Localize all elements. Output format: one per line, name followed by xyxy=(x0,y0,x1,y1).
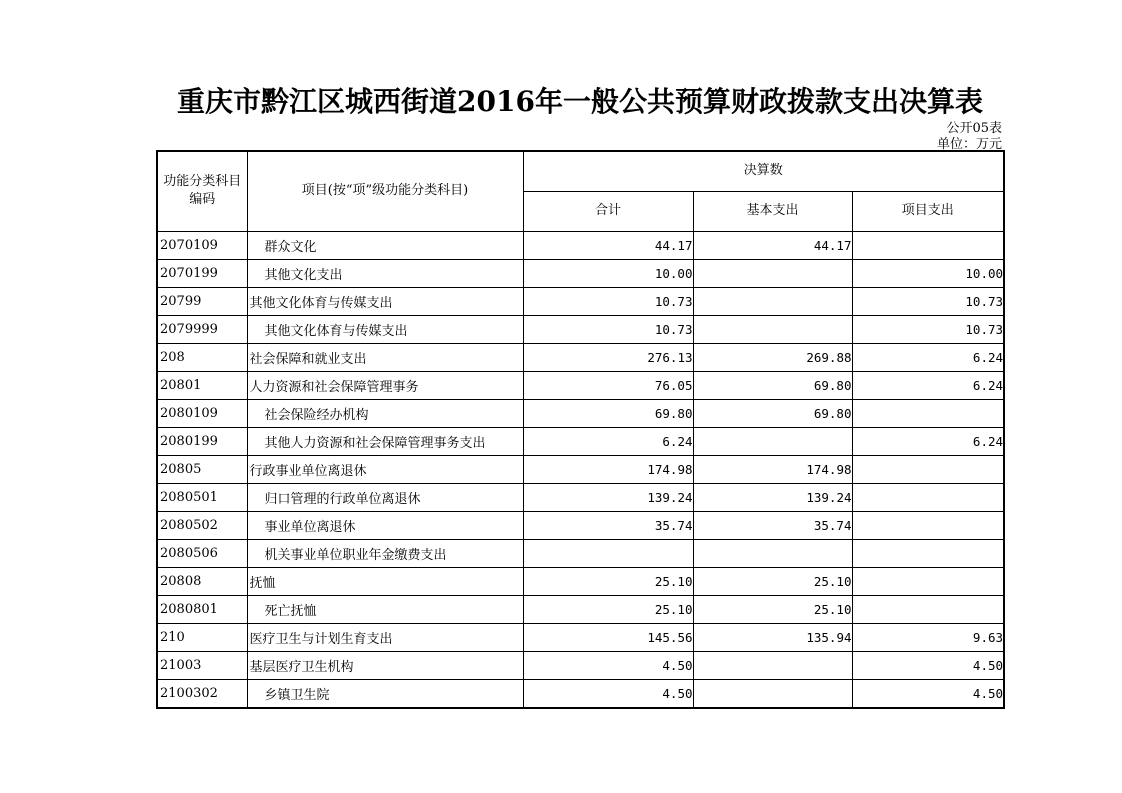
row-basic: 35.74 xyxy=(693,511,852,539)
row-basic: 44.17 xyxy=(693,231,852,259)
row-project: 10.73 xyxy=(852,287,1004,315)
header-group: 决算数 xyxy=(523,151,1004,191)
table-row xyxy=(157,623,1004,651)
row-total: 25.10 xyxy=(523,567,693,595)
row-code: 2080502 xyxy=(157,511,247,539)
row-code: 21003 xyxy=(157,651,247,679)
row-project xyxy=(852,483,1004,511)
table-row xyxy=(157,595,1004,623)
header-total: 合计 xyxy=(523,191,693,231)
row-project xyxy=(852,511,1004,539)
table-row xyxy=(157,455,1004,483)
header-project: 项目支出 xyxy=(852,191,1004,231)
row-basic xyxy=(693,651,852,679)
row-total: 10.00 xyxy=(523,259,693,287)
row-code: 2080801 xyxy=(157,595,247,623)
table-row xyxy=(157,567,1004,595)
row-total: 276.13 xyxy=(523,343,693,371)
unit-label: 单位：万元 xyxy=(936,137,1002,152)
row-code: 2080506 xyxy=(157,539,247,567)
row-name: 乡镇卫生院 xyxy=(247,679,523,708)
row-project: 6.24 xyxy=(852,343,1004,371)
row-code: 2070109 xyxy=(157,231,247,259)
row-total: 174.98 xyxy=(523,455,693,483)
row-code: 2080199 xyxy=(157,427,247,455)
row-basic xyxy=(693,287,852,315)
row-basic: 25.10 xyxy=(693,567,852,595)
row-name: 死亡抚恤 xyxy=(247,595,523,623)
row-project: 4.50 xyxy=(852,651,1004,679)
row-basic xyxy=(693,259,852,287)
row-name: 机关事业单位职业年金缴费支出 xyxy=(247,539,523,567)
table-row xyxy=(157,539,1004,567)
row-name: 其他文化体育与传媒支出 xyxy=(247,315,523,343)
row-total: 6.24 xyxy=(523,427,693,455)
row-basic xyxy=(693,539,852,567)
table-row xyxy=(157,399,1004,427)
row-name: 事业单位离退休 xyxy=(247,511,523,539)
table-row xyxy=(157,427,1004,455)
row-name: 医疗卫生与计划生育支出 xyxy=(247,623,523,651)
table-row xyxy=(157,651,1004,679)
row-project: 10.00 xyxy=(852,259,1004,287)
row-project xyxy=(852,455,1004,483)
row-project: 10.73 xyxy=(852,315,1004,343)
row-basic: 139.24 xyxy=(693,483,852,511)
header-basic: 基本支出 xyxy=(693,191,852,231)
row-name: 基层医疗卫生机构 xyxy=(247,651,523,679)
row-basic: 25.10 xyxy=(693,595,852,623)
row-code: 20801 xyxy=(157,371,247,399)
row-code: 2079999 xyxy=(157,315,247,343)
row-total: 145.56 xyxy=(523,623,693,651)
row-total: 139.24 xyxy=(523,483,693,511)
row-basic: 69.80 xyxy=(693,399,852,427)
expenditure-table xyxy=(156,150,1005,709)
row-code: 20805 xyxy=(157,455,247,483)
row-project: 6.24 xyxy=(852,371,1004,399)
row-basic: 135.94 xyxy=(693,623,852,651)
table-row xyxy=(157,511,1004,539)
row-code: 2100302 xyxy=(157,679,247,708)
row-project: 9.63 xyxy=(852,623,1004,651)
page-title: 重庆市黔江区城西街道2016年一般公共预算财政拨款支出决算表 xyxy=(177,85,983,118)
table-row xyxy=(157,315,1004,343)
table-row xyxy=(157,343,1004,371)
header-code: 功能分类科目编码 xyxy=(157,151,247,231)
row-basic xyxy=(693,315,852,343)
row-code: 2080109 xyxy=(157,399,247,427)
row-name: 抚恤 xyxy=(247,567,523,595)
row-project xyxy=(852,595,1004,623)
row-total: 76.05 xyxy=(523,371,693,399)
row-name: 社会保险经办机构 xyxy=(247,399,523,427)
row-code: 210 xyxy=(157,623,247,651)
row-name: 人力资源和社会保障管理事务 xyxy=(247,371,523,399)
row-project: 6.24 xyxy=(852,427,1004,455)
table-row xyxy=(157,679,1004,708)
row-name: 群众文化 xyxy=(247,231,523,259)
row-project xyxy=(852,567,1004,595)
row-code: 20799 xyxy=(157,287,247,315)
table-number: 公开05表 xyxy=(946,121,1002,136)
row-project xyxy=(852,539,1004,567)
row-total: 44.17 xyxy=(523,231,693,259)
row-name: 归口管理的行政单位离退休 xyxy=(247,483,523,511)
row-code: 2080501 xyxy=(157,483,247,511)
row-name: 其他文化体育与传媒支出 xyxy=(247,287,523,315)
row-total: 10.73 xyxy=(523,287,693,315)
table-row xyxy=(157,287,1004,315)
row-code: 2070199 xyxy=(157,259,247,287)
row-total: 4.50 xyxy=(523,651,693,679)
row-basic: 174.98 xyxy=(693,455,852,483)
row-total: 10.73 xyxy=(523,315,693,343)
row-name: 行政事业单位离退休 xyxy=(247,455,523,483)
row-project xyxy=(852,399,1004,427)
table-row xyxy=(157,483,1004,511)
row-name: 其他文化支出 xyxy=(247,259,523,287)
row-total: 69.80 xyxy=(523,399,693,427)
table-row xyxy=(157,371,1004,399)
table-row xyxy=(157,231,1004,259)
row-total xyxy=(523,539,693,567)
row-name: 其他人力资源和社会保障管理事务支出 xyxy=(247,427,523,455)
row-name: 社会保障和就业支出 xyxy=(247,343,523,371)
table-row xyxy=(157,259,1004,287)
row-code: 208 xyxy=(157,343,247,371)
row-basic xyxy=(693,679,852,708)
row-total: 35.74 xyxy=(523,511,693,539)
row-basic: 269.88 xyxy=(693,343,852,371)
row-project: 4.50 xyxy=(852,679,1004,708)
row-total: 4.50 xyxy=(523,679,693,708)
row-total: 25.10 xyxy=(523,595,693,623)
row-basic: 69.80 xyxy=(693,371,852,399)
row-basic xyxy=(693,427,852,455)
row-project xyxy=(852,231,1004,259)
row-code: 20808 xyxy=(157,567,247,595)
header-name: 项目(按“项”级功能分类科目) xyxy=(247,151,523,231)
